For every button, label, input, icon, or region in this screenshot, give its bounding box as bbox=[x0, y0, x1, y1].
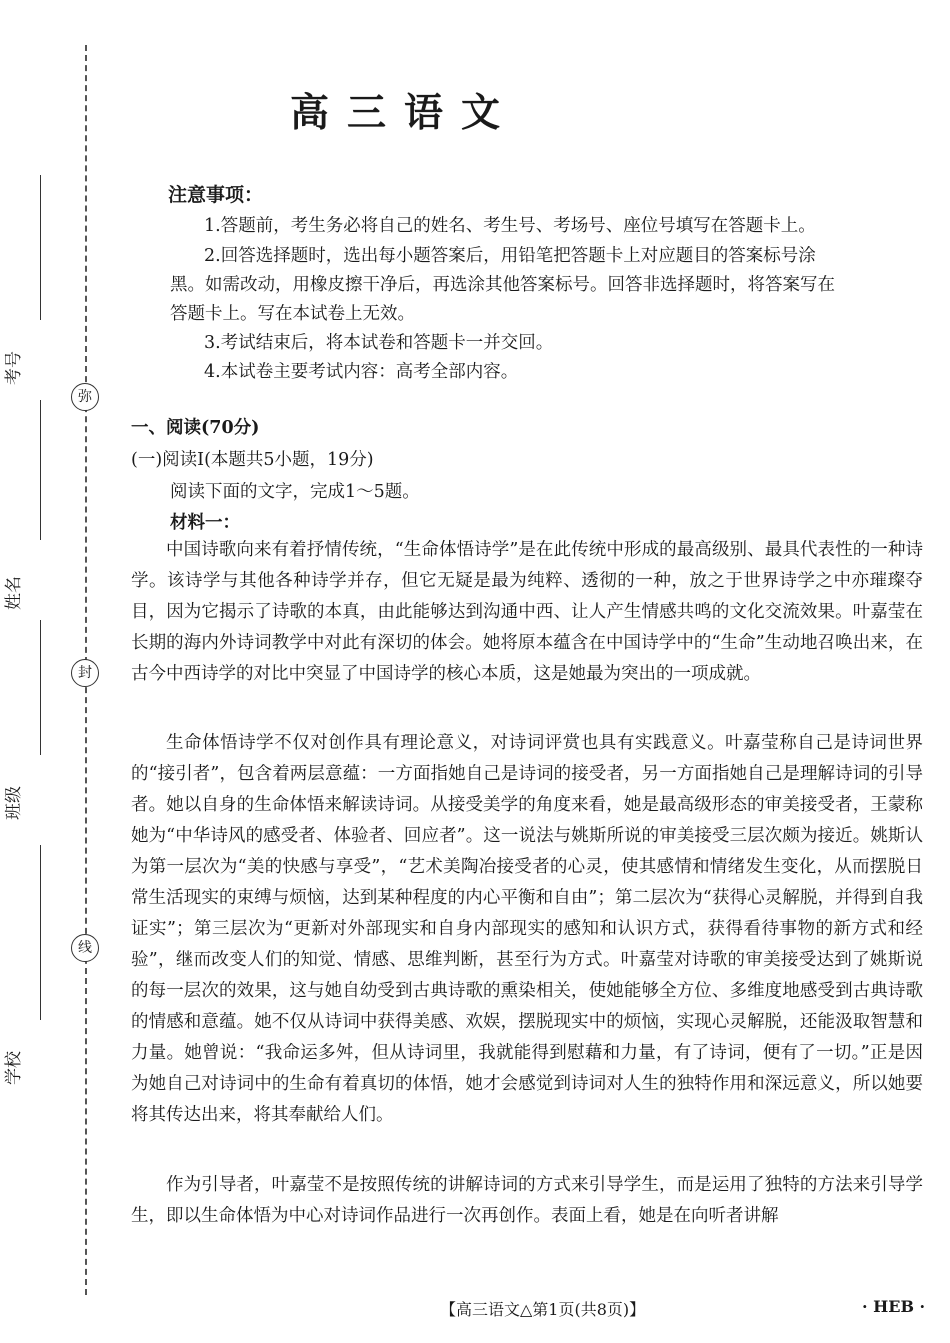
notice-item: 答题卡上。写在本试卷上无效。 bbox=[170, 304, 415, 324]
subsection-heading: (一)阅读Ⅰ(本题共5小题，19分) bbox=[131, 450, 374, 470]
seal-xian: 线 bbox=[71, 934, 99, 962]
notice-heading: 注意事项： bbox=[168, 184, 264, 206]
field-line bbox=[40, 400, 41, 540]
field-exam-number[interactable] bbox=[4, 175, 60, 385]
notice-item: 黑。如需改动，用橡皮擦干净后，再选涂其他答案标号。回答非选择题时，将答案写在 bbox=[170, 275, 835, 295]
instruction: 阅读下面的文字，完成1～5题。 bbox=[170, 482, 420, 502]
seal-mi: 弥 bbox=[71, 383, 99, 411]
page-footer: 【高三语文△第1页(共8页)】 bbox=[440, 1300, 646, 1319]
field-line bbox=[40, 620, 41, 755]
material-label: 材料一： bbox=[170, 513, 240, 533]
seal-feng: 封 bbox=[71, 659, 99, 687]
notice-item: 1.答题前，考生务必将自己的姓名、考生号、考场号、座位号填写在答题卡上。 bbox=[204, 216, 816, 236]
field-label: 班级 bbox=[4, 786, 24, 820]
body-paragraph: 作为引导者，叶嘉莹不是按照传统的讲解诗词的方式来引导学生，而是运用了独特的方法来引导学生，即以生命体悟为中心对诗词作品进行一次再创作。表面上看，她是在向听者讲解 bbox=[131, 1175, 923, 1226]
page-title: 高三语文 bbox=[290, 90, 519, 136]
binding-margin bbox=[0, 0, 120, 1343]
notice-item: 4.本试卷主要考试内容：高考全部内容。 bbox=[204, 362, 519, 382]
field-school[interactable] bbox=[4, 845, 60, 1085]
field-name[interactable] bbox=[4, 400, 60, 610]
field-label: 姓名 bbox=[4, 576, 24, 610]
field-line bbox=[40, 175, 41, 320]
field-line bbox=[40, 845, 41, 1020]
field-class[interactable] bbox=[4, 620, 60, 830]
section-heading: 一、阅读(70分) bbox=[131, 418, 260, 438]
notice-item: 3.考试结束后，将本试卷和答题卡一并交回。 bbox=[204, 333, 554, 353]
field-label: 考号 bbox=[4, 351, 24, 385]
field-label: 学校 bbox=[4, 1051, 24, 1085]
body-paragraph: 生命体悟诗学不仅对创作具有理论意义，对诗词评赏也具有实践意义。叶嘉莹称自己是诗词世界的“接引者”，包含着两层意蕴：一方面指她自己是诗词的接受者，另一方面指她自己是理解诗词的引导者。她以自身的生命体悟来解读诗词。从接受美学的角度来看，她是最高级形态的审美接受者，王蒙称她为“中华诗风的感受者、体验者、回应者”。这一说法与姚斯所说的审美接受三层次颇为接近。姚斯认为第一层次为“美的快感与享受”，“艺术美陶冶接受者的心灵，使其感情和情绪发生变化，从而摆脱日常生活现实的束缚与烦恼，达到某种程度的内心平衡和自由”；第二层次为“获得心灵解脱，并得到自我证实”；第三层次为“更新对外部现实和自身内部现实的感知和认识方式，获得看待事物的新方式和经验”，继而改变人们的知觉、情感、思维判断，甚至行为方式。叶嘉莹对诗歌的审美接受达到了姚斯说的每一层次的效果，这与她自幼受到古典诗歌的熏染相关，使她能够全方位、多维度地感受到古典诗歌的情感和意蕴。她不仅从诗词中获得美感、欢娱，摆脱现实中的烦恼，实现心灵解脱，还能汲取智慧和力量。她曾说：“我命运多舛，但从诗词里，我就能得到慰藉和力量，有了诗词，便有了一切。”正是因为她自己对诗词中的生命有着真切的体悟，她才会感觉到诗词对人生的独特作用和深远意义，所以她要将其传达出来，将其奉献给人们。 bbox=[131, 733, 923, 1125]
notice-item: 2.回答选择题时，选出每小题答案后，用铅笔把答题卡上对应题目的答案标号涂 bbox=[204, 246, 816, 266]
body-paragraph: 中国诗歌向来有着抒情传统，“生命体悟诗学”是在此传统中形成的最高级别、最具代表性的一种诗学。该诗学与其他各种诗学并存，但它无疑是最为纯粹、透彻的一种，放之于世界诗学之中亦璀璨夺目，因为它揭示了诗歌的本真，由此能够达到沟通中西、让人产生情感共鸣的文化交流效果。叶嘉莹在长期的海内外诗词教学中对此有深切的体会。她将原本蕴含在中国诗学中的“生命”生动地召唤出来，在古今中西诗学的对比中突显了中国诗学的核心本质，这是她最为突出的一项成就。 bbox=[131, 540, 923, 684]
footer-code: · HEB · bbox=[862, 1297, 926, 1316]
